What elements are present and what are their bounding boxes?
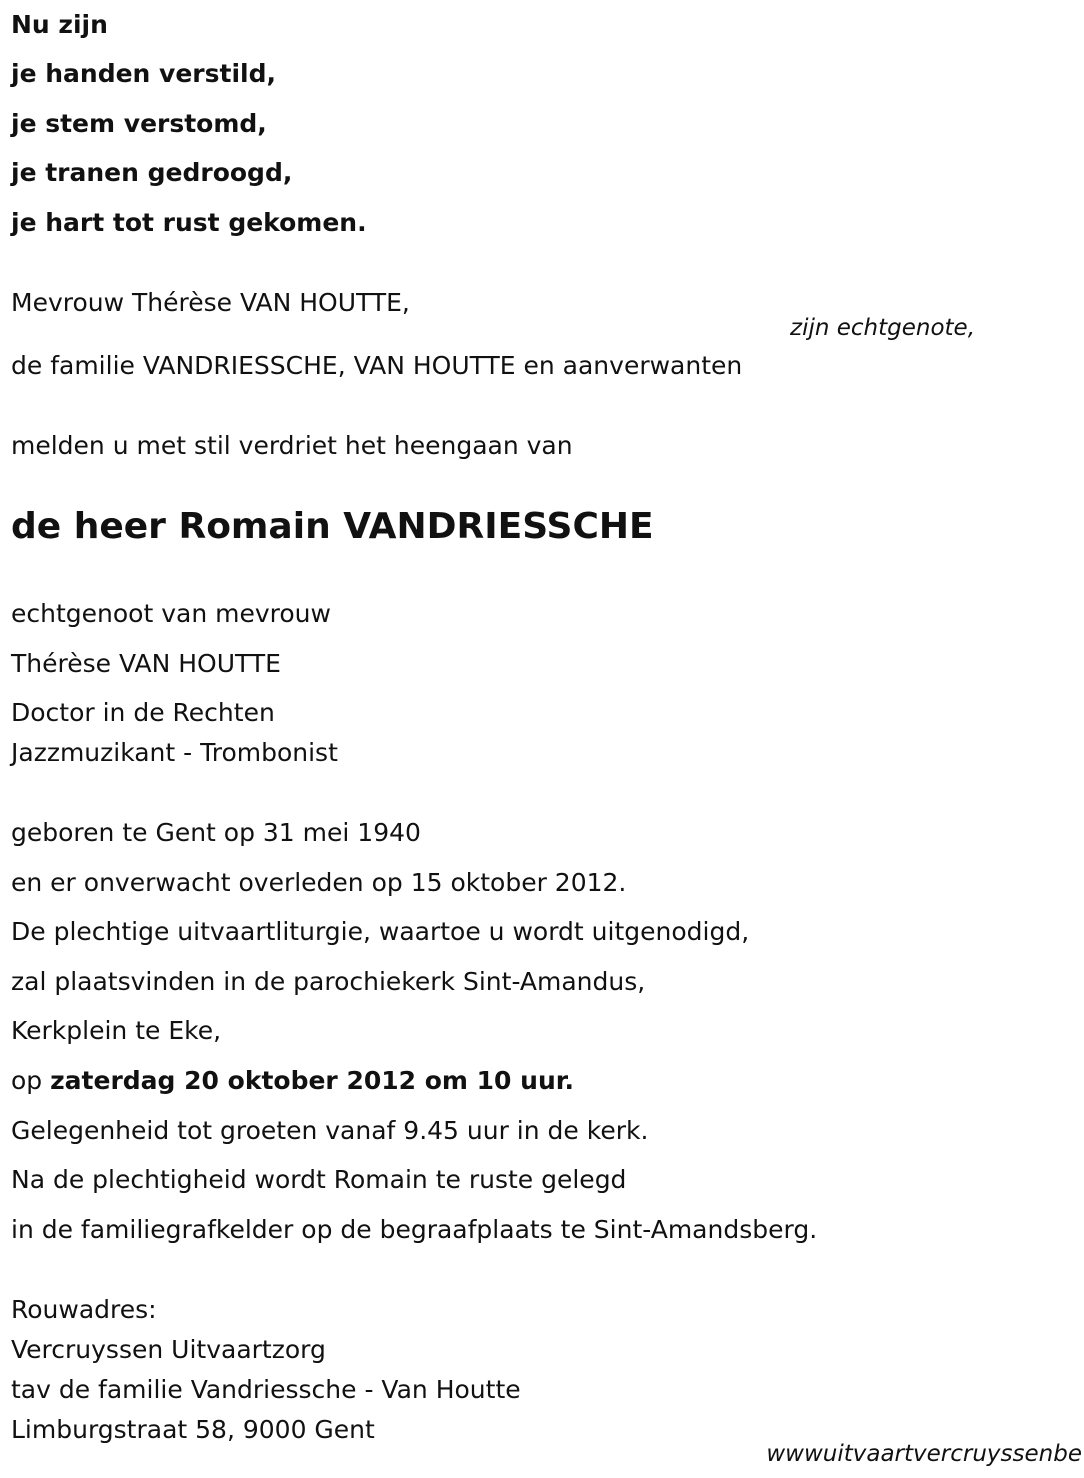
- spouse-role: zijn echtgenote,: [790, 315, 976, 341]
- mourning-address-line: Vercruyssen Uitvaartzorg: [11, 1335, 326, 1364]
- place-info: zal plaatsvinden in de parochiekerk Sint-Amandus,: [11, 967, 646, 996]
- date-prefix: op: [11, 1066, 51, 1095]
- family-line: de familie VANDRIESSCHE, VAN HOUTTE en aanverwanten: [11, 351, 743, 380]
- deceased-detail: echtgenoot van mevrouw: [11, 599, 331, 628]
- burial-info: in de familiegrafkelder op de begraafplaats te Sint-Amandsberg.: [11, 1215, 818, 1244]
- mourning-address-line: Limburgstraat 58, 9000 Gent: [11, 1415, 375, 1444]
- poem-line: je stem verstomd,: [11, 109, 267, 138]
- deceased-name: de heer Romain VANDRIESSCHE: [11, 506, 654, 547]
- burial-info: Na de plechtigheid wordt Romain te ruste gelegd: [11, 1165, 627, 1194]
- poem-line: je hart tot rust gekomen.: [11, 208, 367, 237]
- death-info: en er onverwacht overleden op 15 oktober 2012.: [11, 868, 627, 897]
- date-text: zaterdag 20 oktober 2012 om 10 uur.: [50, 1066, 575, 1095]
- deceased-detail: Jazzmuzikant - Trombonist: [11, 738, 338, 767]
- liturgy-info: De plechtige uitvaartliturgie, waartoe u wordt uitgenodigd,: [11, 917, 750, 946]
- poem-line: Nu zijn: [11, 10, 108, 39]
- mourning-address-line: tav de familie Vandriessche - Van Houtte: [11, 1375, 521, 1404]
- greeting-info: Gelegenheid tot groeten vanaf 9.45 uur in de kerk.: [11, 1116, 649, 1145]
- birth-info: geboren te Gent op 31 mei 1940: [11, 818, 421, 847]
- deceased-detail: Thérèse VAN HOUTTE: [11, 649, 281, 678]
- poem-line: je handen verstild,: [11, 59, 276, 88]
- announcement-text: melden u met stil verdriet het heengaan van: [11, 431, 573, 460]
- address-info: Kerkplein te Eke,: [11, 1016, 222, 1045]
- poem-line: je tranen gedroogd,: [11, 158, 293, 187]
- ceremony-date: [11, 1066, 574, 1096]
- mourning-address-label: Rouwadres:: [11, 1295, 157, 1324]
- website-link[interactable]: wwwuitvaartvercruyssenbe: [766, 1441, 1082, 1467]
- spouse-name: Mevrouw Thérèse VAN HOUTTE,: [11, 288, 410, 317]
- deceased-detail: Doctor in de Rechten: [11, 698, 275, 727]
